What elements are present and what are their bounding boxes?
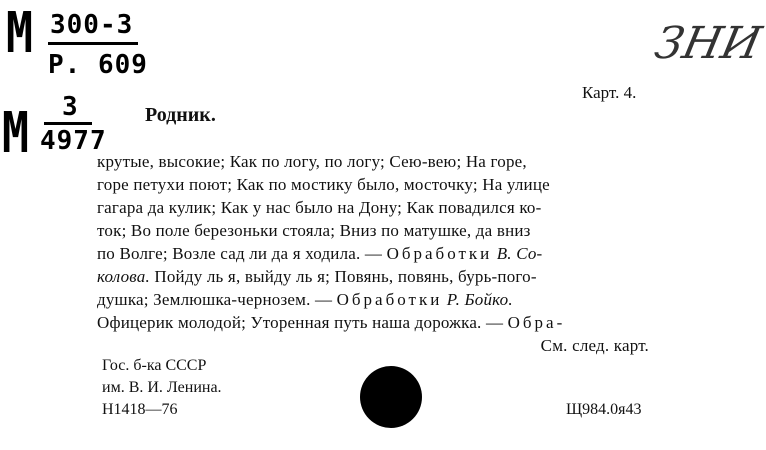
body-line <box>93 311 653 334</box>
body-line: гагара да кулик; Как у нас было на Дону; Как повадился ко- <box>97 198 542 217</box>
card-body <box>93 150 653 357</box>
call-fraction-bottom: 4977 <box>40 126 107 156</box>
body-text: по Волге; Возле сад ли да я ходила. — <box>97 244 387 263</box>
punch-hole <box>360 366 422 428</box>
body-text: Офицерик молодой; Уторенная путь наша дорожка. — <box>97 313 508 332</box>
body-text-italic: колова. <box>97 267 150 286</box>
call-letter-second: М <box>2 101 30 166</box>
library-code: Н1418—76 <box>102 401 178 418</box>
body-line <box>93 242 653 265</box>
body-text: Пойду ль я, выйду ль я; Повянь, повянь, бурь-пого- <box>149 267 537 286</box>
card-title: Родник. <box>145 104 216 126</box>
body-line <box>93 288 653 311</box>
library-line-2: им. В. И. Ленина. <box>102 379 222 396</box>
body-text-italic: Р. Бойко. <box>442 290 513 309</box>
library-line-1: Гос. б-ка СССР <box>102 357 207 374</box>
card-number: Карт. 4. <box>582 83 637 102</box>
body-line: горе петухи поют; Как по мостику было, мосточку; На улице <box>97 175 550 194</box>
body-line: ток; Во поле березоньки стояла; Вниз по матушке, да вниз <box>97 221 531 240</box>
call-fraction-divider <box>44 122 92 125</box>
body-text-italic: В. Со- <box>492 244 543 263</box>
library-name <box>102 355 222 421</box>
continued-note: См. след. карт. <box>540 336 649 355</box>
call-fraction-top: 3 <box>62 92 79 122</box>
body-text: душка; Землюшка-чернозем. — <box>97 290 337 309</box>
body-text-spaced: Обработки <box>386 244 493 263</box>
corner-handwritten-mark: ЗНИ <box>650 18 766 69</box>
body-text-spaced: Обработки <box>336 290 443 309</box>
call-code-divider <box>48 42 138 45</box>
call-code-top: 300-3 <box>50 10 134 40</box>
body-line: крутые, высокие; Как по логу, по логу; Сею-вею; На горе, <box>97 152 527 171</box>
print-code: Щ984.0я43 <box>566 401 642 418</box>
call-code-bottom: Р. 609 <box>48 50 148 80</box>
body-line <box>93 265 653 288</box>
call-letter-first: М <box>6 1 34 66</box>
body-text-spaced: Обра- <box>507 313 566 332</box>
